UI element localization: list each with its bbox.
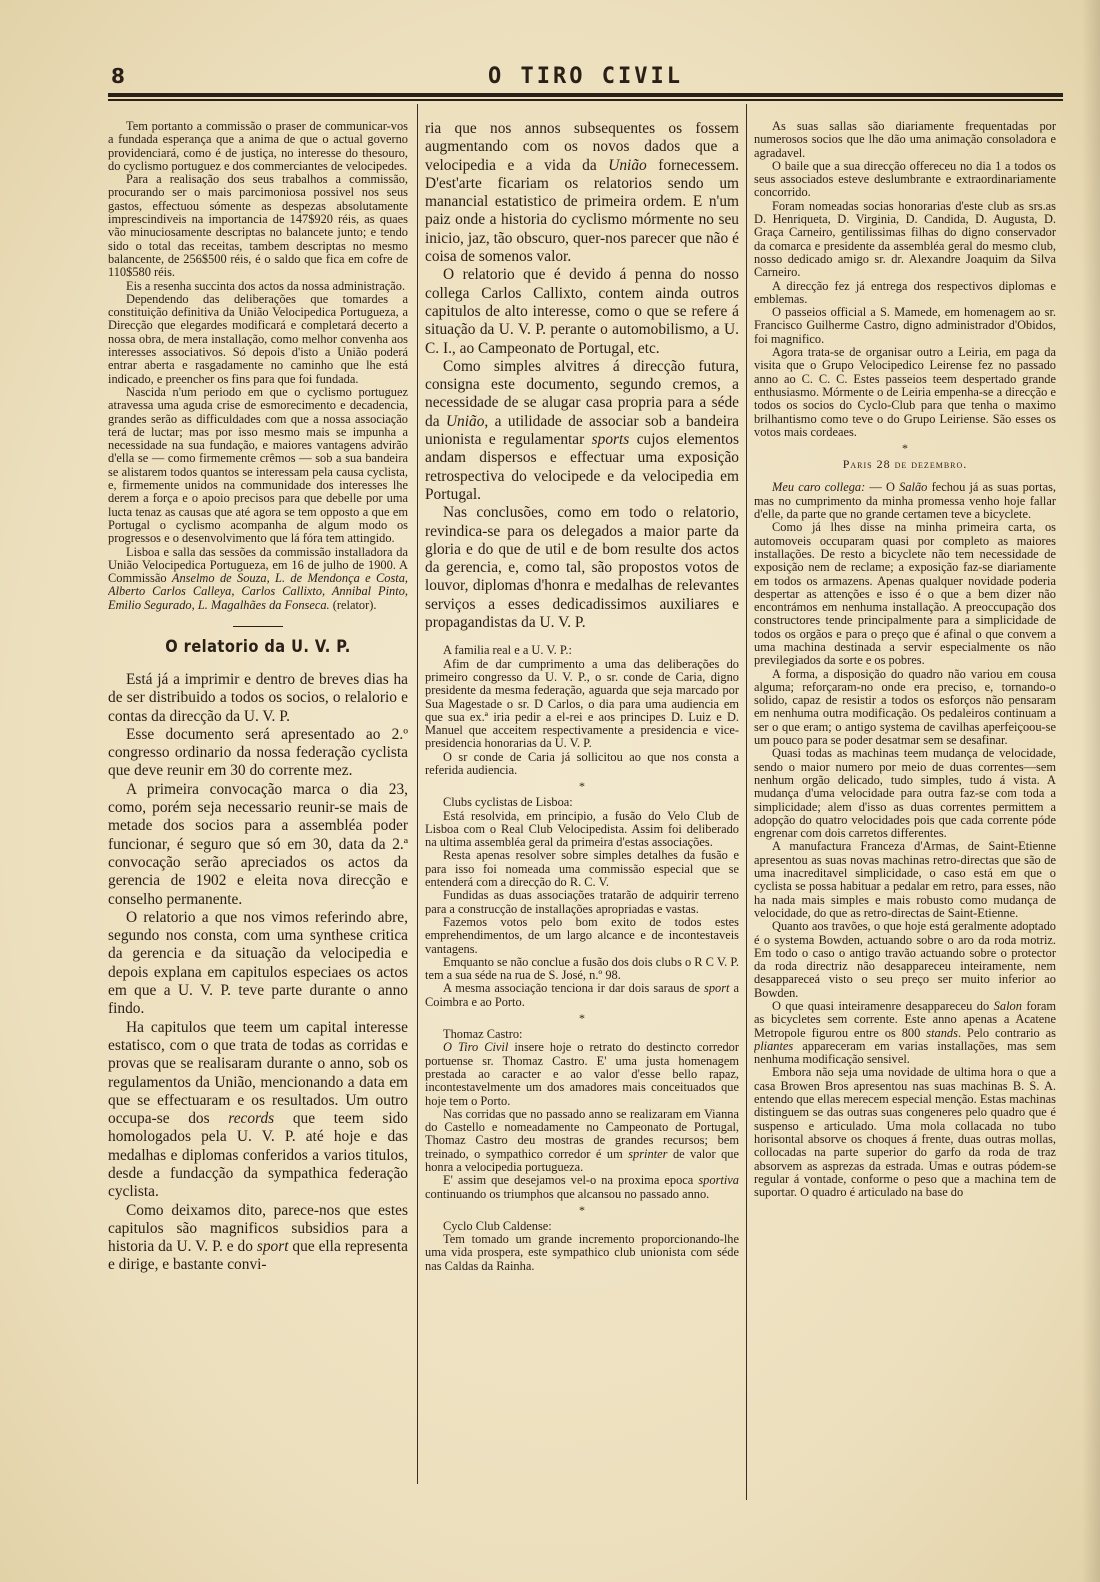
text-run: cujos elementos andam dispersos e effectuar uma exposição retrospectiva do velocipede e da velocipedia em Portugal. (425, 431, 739, 503)
paragraph: A direcção fez já entrega dos respectivos diplomas e emblemas. (754, 278, 1056, 306)
paragraph: Resta apenas resolver sobre simples detalhes da fusão e para isso foi nomeada uma commissão especial que se entenderá com a direcção do R. C. V. (425, 848, 739, 890)
text-run: Ha capitulos que teem um capital interesse estatisco, com o que trata de todas as corridas e provas que se realisaram durante o anno, sob os regulamentos da União, mencionando a data em que se effectuaram e os resultados. Um outro occupa-se dos (108, 1018, 408, 1128)
text-run-italic: stands (926, 1025, 958, 1040)
paragraph: Tem tomado um grande incremento proporcionando-lhe uma vida prospera, este sympathico club unionista com séde nas Caldas da Rainha. (425, 1232, 739, 1273)
paragraph: Está resolvida, em principio, a fusão do Velo Club de Lisboa com o Real Club Velocipedista. Assim foi deliberado na ultima assembléa geral da primeira d'estas associações. (425, 808, 739, 850)
letter-dateline: Paris 28 de dezembro. (842, 457, 968, 472)
text-run: insere hoje o retrato do destincto corredor portuense sr. Thomaz Castro. E' uma justa homenagem prestada ao caracter e ao valor d'esse bello rapaz, incontestavelmente um dos amadores mais conceituados que hoje tem o Porto. (425, 1040, 739, 1108)
paragraph: Embora não seja uma novidade de ultima hora o que a casa Browen Bros apresentou nas suas machinas B. S. A. entendo que ellas merecem especial menção. Estas machinas distinguem se das outras suas congeneres pelo quadro que é suspenso e articulado. Uma mola collacada no tubo horisontal absorve os choques á frente, duas outras mollas, collocadas na parte superior do garfo da roda de traz absorvem as asprezas da estrada. Umas e outras pódem-se regular á vontade, conforme o peso que a machina tem de suportar. O quadro é articulado na base do (754, 1065, 1056, 1200)
text-run: que ella representa e dirige, e bastante convi- (108, 1238, 408, 1274)
text-run: continuando os triumphos que alcansou no passado anno. (425, 1186, 710, 1201)
paragraph: O sr conde de Caria já sollicitou ao que nos consta a referida audiencia. (425, 749, 739, 777)
separator-star: * (902, 441, 908, 456)
paragraph: Fundidas as duas associações tratarão de adquirir terreno para a construcção de installações apropriadas e vastas. (425, 888, 739, 916)
text-run: a Coimbra e ao Porto. (425, 981, 739, 1009)
text-run-italic: O Tiro Civil (443, 1040, 509, 1055)
text-run: . Pelo contrario as (957, 1025, 1056, 1040)
column-1 (108, 120, 408, 1500)
text-run-italic: Salão (899, 480, 928, 495)
paragraph: Para a realisação dos seus trabalhos a commissão, procurando ser o mais parcimoniosa possivel nos seus gastos, effectuou sómente as despezas absolutamente imprescindiveis na importancia de 147$920 réis, as quaes vão minuciosamente descriptas no balancete junto; e tendo sido o total das receitas, tambem descriptas no mesmo balancente, de 256$500 réis, é o saldo que fica em cofre de 110$580 réis. (108, 172, 408, 280)
text-run-italic: sprinter (628, 1146, 668, 1161)
paragraph: A forma, a disposição do quadro não variou em cousa alguma; reforçaram-no onde era preciso, e, tornando-o solido, capaz de resistir a todos os esforços não pensaram em nenhuma outra modificação. Os pedaleiros continuam a ser o que eram; o antigo systema de cavilhas aperfeiçoou-se um pouco para se poder desatmar sem se desafinar. (754, 666, 1056, 748)
commission-names: Anselmo de Souza, L. de Mendonça e Costa, Alberto Carlos Calleya, Carlos Callixto, Annibal Pinto, Emilio Segurado, L. Magalhães da Fonseca. (108, 571, 408, 612)
paragraph (425, 1041, 739, 1107)
paragraph (754, 481, 1056, 521)
subsection-title: Clubs cyclistas de Lisboa: (443, 795, 573, 810)
text-run-italic: records (228, 1110, 275, 1128)
masthead-title: O TIRO CIVIL (488, 64, 683, 89)
text-run-italic: União (445, 412, 485, 430)
text-run: foram as bicycletes sem corrente. Este anno apenas a Acatene Metropole figurou entre os 800 (754, 999, 1056, 1040)
paragraph (108, 1019, 408, 1202)
header-rule-thin (108, 99, 1063, 101)
text-run: Como simples alvitres á direcção futura, consigna este documento, segundo cremos, a necessidade de se alugar casa propria para a séde da (425, 357, 739, 430)
report-ending (108, 120, 408, 612)
paragraph (425, 982, 739, 1009)
paragraph: Dependendo das deliberações que tomardes a constituição definitiva da União Velocipedica Portugueza, a Direcção que elegardes modificará e completará decerto a nossa obra, de mera installação, como melhor convenha aos interesses associativos. Só depois d'isto a União poderá entrar aberta e rasgadamente no caminho que lhe está indicado, e preencher os fins para que foi fundada. (108, 291, 408, 386)
text-run: A mesma associação tenciona ir dar dois saraus de (443, 981, 700, 996)
paragraph: Eis a resenha succinta dos actos da nossa administração. (126, 278, 406, 293)
page-edge-shadow (1082, 0, 1100, 1582)
paragraph: Foram nomeadas socias honorarias d'este club as srs.as D. Henriqueta, D. Virginia, D. Candida, D. Augusta, D. Graça Carneiro, gentilissimas filhas do digno conservador da comarca e presidente da assembléa geral do mesmo club, nosso dedicado amigo sr. dr. Alexandre Joaquim da Silva Carneiro. (754, 198, 1056, 280)
page-number: 8 (111, 64, 125, 88)
paragraph-signature (108, 546, 408, 612)
text-run-italic: sport (704, 981, 730, 996)
column-3 (754, 120, 1056, 1510)
text-run: Nas corridas que no passado anno se realizaram em Vianna do Castello e nomeadamente no Campeonato de Portugal, Thomaz Castro deu mostras de grandes recursos; bem treinado, o sympathico corredor é um (425, 1106, 739, 1161)
text-run: — O (869, 480, 895, 495)
paragraph (425, 358, 739, 504)
section-rule (233, 626, 283, 627)
text-run: fechou já as suas portas, mas no cumprimento da minha promessa venho hoje fallar d'elle, da parte que no grande certamen teve a bicyclete. (754, 480, 1056, 522)
separator-star: * (579, 1011, 585, 1026)
paragraph: Fazemos votos pelo bom exito de todos estes emprehendimentos, de um largo alcance e de incontestaveis vantagens. (425, 914, 739, 956)
article-body (108, 671, 408, 1275)
paragraph: A primeira convocação marca o dia 23, como, porém seja necessario reunir-se mais de metade dos socios para a assembléa poder funcionar, é seguro que só em 30, data da 2.ª convocação serão apreciados os actos da gerencia de 1902 e eleita nova direcção e conselho permanente. (108, 780, 408, 908)
column-divider-2 (746, 104, 747, 1500)
text-run-italic: sport (256, 1238, 289, 1256)
column-2 (425, 120, 739, 1500)
separator-star: * (579, 779, 585, 794)
paragraph: Tem portanto a commissão o praser de communicar-vos a fundada esperança que a anima de que o actual governo providenciará, como é de justiça, no interesse do thesouro, do cyclismo portuguez e dos commerciantes de velocipedes. (108, 120, 408, 173)
paragraph: Nas conclusões, como em todo o relatorio, revindica-se para os delegados a maior parte da gloria e do que de util e de bom resulte dos actos da gerencia, e, como tal, são propostos votos de louvor, diplomas d'honra e medalhas de relevantes serviços a esses dedicadissimos auxiliares e propagandistas da U. V. P. (425, 504, 739, 632)
paragraph: Agora trata-se de organisar outro a Leiria, em paga da visita que o Grupo Velocipedico Leirense fez no passado anno ao C. C. C. Estes passeios teem despertado grande enthusiasmo. Mórmente o de Leiria empenha-se a direcção e todos os socios do Cyclo-Club para que tenha o maximo brilhantismo como teve o do Grupo Leiriense. São esses os votos mais cordeaes. (754, 345, 1056, 439)
subsection-title: Cyclo Club Caldense: (443, 1218, 552, 1233)
paragraph: A manufactura Franceza d'Armas, de Saint-Etienne apresentou as suas novas machinas retro-directas que são de uma inacreditavel simplicidade, o caso está em que o cyclista se possa habituar a pedalar em retro, para esses, não ha nada mais simples e mais robusto como mudança de velocidade, do que as retro-directas de Saint-Etienne. (754, 839, 1056, 920)
paragraph: As suas sallas são diariamente frequentadas por numerosos socios que lhe dão uma animação consoladora e agradavel. (754, 120, 1056, 160)
paragraph: O relatorio que é devido á penna do nosso collega Carlos Callixto, contem ainda outros capitulos de alto interesse, como o que se refere á situação da U. V. P. perante o automobilismo, a U. C. I., ao Campeonato de Portugal, etc. (425, 266, 739, 357)
paragraph (425, 1174, 739, 1201)
signature-end: (relator). (332, 597, 377, 612)
text-run: E' assim que desejamos vel-o na proxima epoca (443, 1173, 694, 1188)
text-run: de valor que honra a velocipedia portugueza. (425, 1146, 739, 1174)
subsection-title: A familia real e a U. V. P.: (443, 643, 572, 658)
text-run-italic: sportiva (698, 1173, 739, 1188)
paragraph: O passeios official a S. Mamede, em homenagem ao sr. Francisco Guilherme Castro, digno administrador d'Obidos, foi magnifico. (754, 305, 1056, 346)
text-run: que teem sido homologados pela U. V. P. até hoje e das medalhas e diplomas conferidos a varios titulos, desde a fundacção da sympathica federação cyclista. (108, 1110, 408, 1201)
paragraph: Nascida n'um periodo em que o cyclismo portuguez atravessa uma aguda crise de esmorecimento e decadencia, grandes serão as difficuldades com que a nossa associação terá de luctar; mas por isso mesmo mais se impunha a necessidade na sua fundação, e maiores vantagens advirão d'ella se — como firmemente crêmos — sob a sua bandeira se alistarem todos quantos se interessam pela causa cyclista, e, firmemente unidos na communidade dos interesses lhe derem a força e o apoio precisos para que debelle por uma lucta tenaz as causas que até agora se tem opposto a que em Portugal o cyclismo acompanha de algum modo os progressos e o desenvolvimento que lá fóra tem attingido. (108, 384, 408, 546)
paragraph: Como já lhes disse na minha primeira carta, os automoveis occuparam quasi por completo as maiores installações. De resto a bicyclete não tem necessidade de exposição nem de reclame; a exposição faz-se diariamente em todos os armazens. Apenas qualquer novidade poderia despertar as attenções e isso é o que a bem dizer não encontrámos em nenhuma installação. A preoccupação dos constructores tende principalmente para a simplicidade de todos os orgãos e para o preço que é afinal o que convem a uma machina destinada a servir especialmente os não previlegiados da sorte e os pobres. (754, 520, 1056, 668)
text-run: , a utilidade de associar sob a bandeira unionista e regulamentar (425, 412, 739, 449)
subsection-title: Thomaz Castro: (443, 1027, 523, 1042)
separator-star: * (579, 1202, 585, 1217)
text-run: Como deixamos dito, parece-nos que estes capitulos são magnificos subsidios para a historia da U. V. P. e do (108, 1201, 408, 1256)
paragraph (425, 120, 739, 266)
paragraph (425, 1108, 739, 1174)
paragraph: O relatorio a que nos vimos referindo abre, segundo nos consta, com uma synthese critica da gerencia e da situação da velocipedia e depois explana em capitulos especiaes os actos em que a U. V. P. teve parte durante o anno findo. (108, 908, 408, 1018)
text-run: ria que nos annos subsequentes os fossem augmentando com os novos dados que a velocipedia e a vida da (425, 120, 739, 174)
header-rule-thick (108, 93, 1063, 97)
text-run: fornecessem. D'est'arte ficariam os relatorios sendo um manancial estatistico de primeira ordem. E n'um paiz onde a historia do cyclismo mórmente no seu inicio, jaz, tão obscuro, quer-nos parecer que não é coisa de somenos valor. (425, 156, 739, 266)
text-run-italic: União (608, 156, 647, 174)
paragraph (754, 1000, 1056, 1066)
text-run: appareceram em varias installações, mas sem nenhuma modificação sensivel. (754, 1038, 1056, 1067)
text-run-italic: sports (591, 431, 630, 449)
text-run-italic: pliantes (754, 1038, 794, 1053)
paragraph: O baile que a sua direcção offereceu no dia 1 a todos os seus associados esteve deslumbrante e extraordinariamente concorrido. (754, 158, 1056, 200)
salutation: Meu caro collega: (772, 480, 866, 495)
text-run: O que quasi inteiramenre desappareceu do (772, 999, 990, 1013)
paragraph: Quasi todas as machinas teem mudança de velocidade, sendo o maior numero por meio de duas correntes—sem nenhum orgão delicado, tudo simples, tudo á vista. A mudança d'uma velocidade para outra faz-se com toda a simplicidade; alem d'isso as duas correntes permittem a adopção do quatro velocidades pois que cada corrente póde engrenar com dois carretos differentes. (754, 746, 1056, 841)
signature-text: Lisboa e salla das sessões da commissão installadora da União Velocipedica Portugueza, em 16 de julho de 1900. A Commissão (108, 544, 408, 586)
article-body-continued (425, 120, 739, 632)
page-header (108, 62, 1063, 90)
paragraph: Está já a imprimir e dentro de breves dias ha de ser distribuido a todos os socios, o relalorio e contas da direcção da U. V. P. (108, 670, 408, 725)
paragraph: Emquanto se não conclue a fusão dos dois clubs o R C V. P. tem a sua séde na rua de S. José, n.º 98. (425, 954, 739, 983)
column-divider-1 (417, 104, 418, 1484)
paragraph: Quanto aos travões, o que hoje está geralmente adoptado é o systema Bowden, actuando sobre o aro da roda motriz. Em todo o caso o antigo travão actuando sobre o protector da roda directriz não desappareceu inteiramente, nem desappareceá visto o seu preço ser muito inferior ao Bowden. (754, 919, 1056, 1000)
paragraph (108, 1202, 408, 1275)
text-run-italic: Salon (993, 999, 1022, 1013)
section-heading: O relatorio da U. V. P. (165, 636, 351, 657)
paragraph: Afim de dar cumprimento a uma das deliberações do primeiro congresso da U. V. P., o sr. conde de Caria, digno presidente da mesma federação, aguarda que seja marcado por Sua Magestade o sr. D Carlos, o dia para uma audiencia em que sua ex.ª iria pedir a el-rei e aos principes D. Luiz e D. Manuel que acceitem respectivamente a presidencia e vice-presidencia honorarias da U. V. P. (425, 656, 739, 751)
paragraph: Esse documento será apresentado ao 2.º congresso ordinario da nossa federação cyclista que deve reunir em 30 do corrente mez. (108, 725, 408, 780)
